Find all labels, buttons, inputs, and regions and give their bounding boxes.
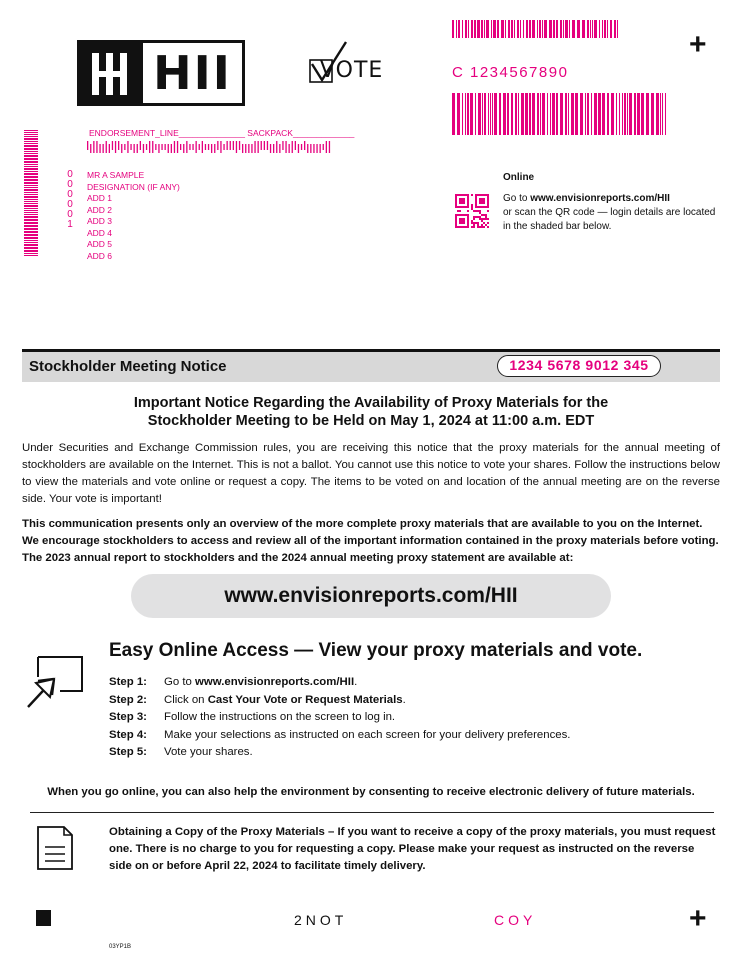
registration-mark-icon: + xyxy=(689,902,707,935)
step-item xyxy=(109,692,570,710)
step-label: Step 4: xyxy=(109,728,147,741)
sequence-digit: 0 xyxy=(67,179,73,190)
sequence-digit: 0 xyxy=(67,209,73,220)
step-item xyxy=(109,744,570,762)
step-link[interactable]: Cast Your Vote or Request Materials xyxy=(207,693,403,706)
qr-code-icon[interactable] xyxy=(455,194,489,228)
postal-barcode-icon xyxy=(87,141,332,153)
step-label: Step 2: xyxy=(109,693,147,706)
barcode-icon xyxy=(452,20,618,38)
mailing-address xyxy=(87,170,180,262)
address-line: ADD 4 xyxy=(87,227,113,238)
document-icon xyxy=(36,825,74,871)
step-text: Vote your shares. xyxy=(164,746,253,758)
alignment-square-icon xyxy=(36,910,51,926)
sequence-digit: 0 xyxy=(67,169,73,180)
logo-mark-icon xyxy=(80,43,143,103)
online-url-link[interactable]: www.envisionreports.com/HII xyxy=(530,193,670,204)
step-text: Follow the instructions on the screen to log in. xyxy=(164,711,396,723)
control-number: C 1234567890 xyxy=(452,64,569,81)
address-line: ADD 5 xyxy=(87,239,113,249)
address-line: ADD 6 xyxy=(87,250,113,261)
step-text: Make your selections as instructed on each screen for your delivery preferences. xyxy=(164,728,571,741)
step-item xyxy=(109,709,570,727)
barcode-icon xyxy=(452,93,667,135)
cursor-click-icon xyxy=(24,655,84,711)
form-id: 03YP1B xyxy=(109,944,132,950)
divider xyxy=(30,812,714,813)
address-line: MR A SAMPLE xyxy=(87,170,145,180)
sequence-digit: 0 xyxy=(67,189,73,200)
company-logo xyxy=(77,40,245,106)
vote-logo-text: VOTE xyxy=(320,58,384,83)
step-label: Step 3: xyxy=(109,711,147,723)
notice-paragraph: Under Securities and Exchange Commission rules, you are receiving this notice that the proxy materials for the annual meeting of stockholders are available on the Internet. This is not a ballot. You cannot use this notice to vote your shares. Follow the instructions below to view the materials and vote online or request a copy. The items to be voted on and location of the annual meeting are on the reverse side. Your vote is important! xyxy=(22,442,720,505)
address-line: DESIGNATION (IF ANY) xyxy=(87,181,180,192)
step-link[interactable]: www.envisionreports.com/HII xyxy=(195,676,355,688)
copy-request-note: Obtaining a Copy of the Proxy Materials – If you want to receive a copy of the proxy materials, you must request one. There is no charge to you for requesting a copy. Please make your request as instructed on the reverse side on or before April 22, 2024 to facilitate timely delivery. xyxy=(109,826,716,872)
step-item xyxy=(109,674,570,692)
side-barcode-icon xyxy=(24,130,38,256)
step-label: Step 1: xyxy=(109,676,147,688)
sequence-digit: 0 xyxy=(67,199,73,210)
form-code-right: COY xyxy=(494,912,537,928)
step-text: Go to www.envisionreports.com/HII. xyxy=(164,676,358,688)
online-instructions: Go to www.envisionreports.com/HII or scan the QR code — login details are located in the shaded bar below. xyxy=(503,193,716,232)
address-line: ADD 2 xyxy=(87,204,113,215)
easy-access-title: Easy Online Access — View your proxy materials and vote. xyxy=(109,640,643,661)
step-item xyxy=(109,727,570,745)
login-code-badge: 1234 5678 9012 345 xyxy=(497,355,661,377)
environment-note: When you go online, you can also help the environment by consenting to receive electronic delivery of future materials. xyxy=(47,786,695,798)
notice-title: Important Notice Regarding the Availability of Proxy Materials for the Stockholder Meeting to be Held on May 1, 2024 at 11:00 a.m. EDT xyxy=(133,395,609,429)
overview-paragraph: This communication presents only an overview of the more complete proxy materials that are available to you on the Internet. We encourage stockholders to access and review all of the important information contained in the proxy materials before voting. The 2023 annual report to stockholders and the 2024 annual meeting proxy statement are available at: xyxy=(22,518,719,564)
proxy-url-link[interactable]: www.envisionreports.com/HII xyxy=(131,574,611,618)
address-line: ADD 1 xyxy=(87,193,113,203)
address-line: ADD 3 xyxy=(87,216,113,226)
online-heading: Online xyxy=(503,172,535,183)
step-label: Step 5: xyxy=(109,746,147,758)
endorsement-line: ENDORSEMENT_LINE______________ SACKPACK_____________ xyxy=(89,128,355,138)
step-text: Click on Cast Your Vote or Request Materials. xyxy=(164,693,406,706)
sequence-digit: 1 xyxy=(67,219,73,230)
registration-mark-icon: + xyxy=(689,28,707,61)
form-code-left: 2NOT xyxy=(294,912,348,928)
steps-list xyxy=(109,674,570,762)
page-title: Stockholder Meeting Notice xyxy=(29,358,227,375)
sequence-number xyxy=(64,170,76,230)
logo-text: HII xyxy=(153,46,232,100)
